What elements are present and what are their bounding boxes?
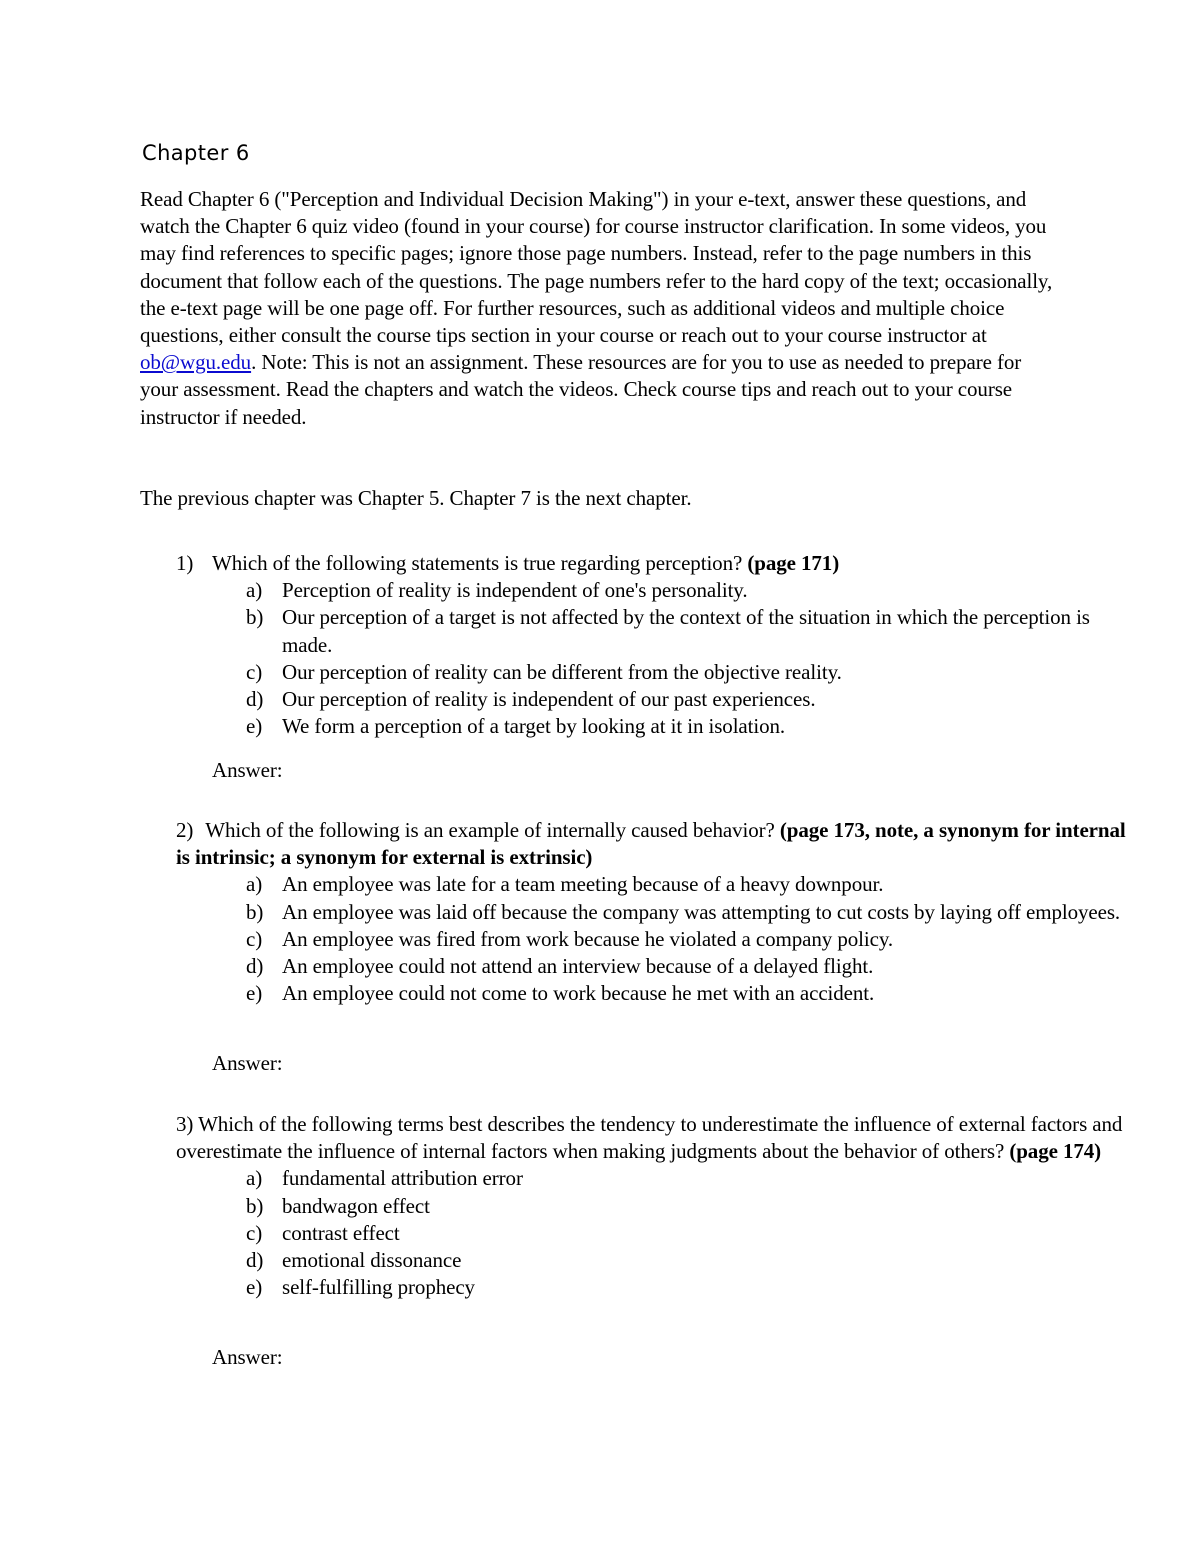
- question-number: 1): [176, 551, 194, 575]
- option-text: fundamental attribution error: [282, 1166, 523, 1191]
- option-text: Perception of reality is independent of one's personality.: [282, 578, 748, 603]
- option-letter: b): [246, 1193, 264, 1218]
- question-1: [176, 550, 1096, 740]
- option-d: [246, 686, 1096, 713]
- answer-label-3: Answer:: [212, 1345, 283, 1369]
- question-text: Which of the following terms best describes the tendency to underestimate the influence of external factors and overestimate the influence of internal factors when making judgments about the behavior of others?: [176, 1112, 1123, 1164]
- page-reference: (page 171): [747, 551, 840, 575]
- option-b: [246, 604, 1096, 658]
- option-c: [246, 659, 1096, 686]
- question-stem: [176, 550, 1096, 577]
- option-text: An employee could not attend an interview because of a delayed flight.: [282, 954, 874, 979]
- option-text: We form a perception of a target by looking at it in isolation.: [282, 714, 786, 739]
- question-stem: [176, 1111, 1136, 1165]
- option-letter: e): [246, 981, 263, 1006]
- option-b: [246, 1193, 1136, 1220]
- option-list: [176, 577, 1096, 740]
- option-d: [246, 953, 1136, 980]
- intro-text-after-link: . Note: This is not an assignment. These resources are for you to use as needed to prepare for your assessment. Read the chapters and watch the videos. Check course tips and reach out to your course instructor if needed.: [140, 350, 1022, 429]
- option-text: contrast effect: [282, 1220, 400, 1245]
- option-list: [176, 871, 1136, 1007]
- chapter-navigation-note: The previous chapter was Chapter 5. Chapter 7 is the next chapter.: [140, 486, 692, 510]
- option-letter: e): [246, 1275, 263, 1300]
- question-stem: [176, 817, 1136, 871]
- option-text: Our perception of reality is independent of our past experiences.: [282, 687, 816, 712]
- option-letter: d): [246, 1248, 264, 1273]
- option-letter: a): [246, 578, 263, 603]
- instructor-email-link[interactable]: ob@wgu.edu: [140, 350, 252, 375]
- option-d: [246, 1247, 1136, 1274]
- page-reference: (page 173, note, a synonym for internal is intrinsic; a synonym for external is extrinsic): [176, 818, 1126, 870]
- option-c: [246, 1220, 1136, 1247]
- question-text: Which of the following is an example of internally caused behavior?: [205, 818, 775, 842]
- option-b: [246, 899, 1136, 926]
- intro-text-before-link: Read Chapter 6 ("Perception and Individual Decision Making") in your e-text, answer these questions, and watch the Chapter 6 quiz video (found in your course) for course instructor clarification. In some videos, you may find references to specific pages; ignore those page numbers. Instead, refer to the page numbers in this document that follow each of the questions. The page numbers refer to the hard copy of the text; occasionally, the e-text page will be one page off. For further resources, such as additional videos and multiple choice questions, either consult the course tips section in your course or reach out to your course instructor at: [140, 187, 1053, 348]
- option-letter: d): [246, 954, 264, 979]
- chapter-title: Chapter 6: [142, 141, 250, 165]
- answer-label-1: Answer:: [212, 758, 283, 782]
- question-3: [176, 1111, 1136, 1301]
- option-text: Our perception of reality can be different from the objective reality.: [282, 659, 842, 684]
- option-e: [246, 1274, 1136, 1301]
- option-e: [246, 713, 1096, 740]
- option-text: An employee was laid off because the company was attempting to cut costs by laying off employees.: [282, 899, 1121, 924]
- option-letter: e): [246, 714, 263, 739]
- option-a: [246, 871, 1136, 898]
- option-c: [246, 926, 1136, 953]
- option-text: bandwagon effect: [282, 1193, 430, 1218]
- option-a: [246, 577, 1096, 604]
- question-number: 2): [176, 818, 194, 842]
- option-text: emotional dissonance: [282, 1248, 462, 1273]
- option-letter: b): [246, 899, 264, 924]
- option-list: [176, 1165, 1136, 1301]
- page-reference: (page 174): [1009, 1139, 1102, 1164]
- option-text: An employee was late for a team meeting because of a heavy downpour.: [282, 872, 884, 897]
- option-a: [246, 1165, 1136, 1192]
- option-letter: c): [246, 659, 263, 684]
- intro-paragraph: [140, 186, 1060, 431]
- option-letter: a): [246, 872, 263, 897]
- option-letter: c): [246, 1220, 263, 1245]
- question-number: 3): [176, 1112, 194, 1136]
- option-letter: a): [246, 1166, 263, 1191]
- option-text: self-fulfilling prophecy: [282, 1275, 475, 1300]
- option-text: An employee could not come to work because he met with an accident.: [282, 981, 875, 1006]
- option-e: [246, 980, 1136, 1007]
- option-letter: c): [246, 926, 263, 951]
- option-text: Our perception of a target is not affected by the context of the situation in which the perception is made.: [282, 605, 1090, 657]
- option-text: An employee was fired from work because he violated a company policy.: [282, 926, 894, 951]
- option-letter: d): [246, 687, 264, 712]
- option-letter: b): [246, 605, 264, 630]
- question-text: Which of the following statements is true regarding perception?: [212, 551, 743, 575]
- question-2: [176, 817, 1136, 1007]
- answer-label-2: Answer:: [212, 1051, 283, 1075]
